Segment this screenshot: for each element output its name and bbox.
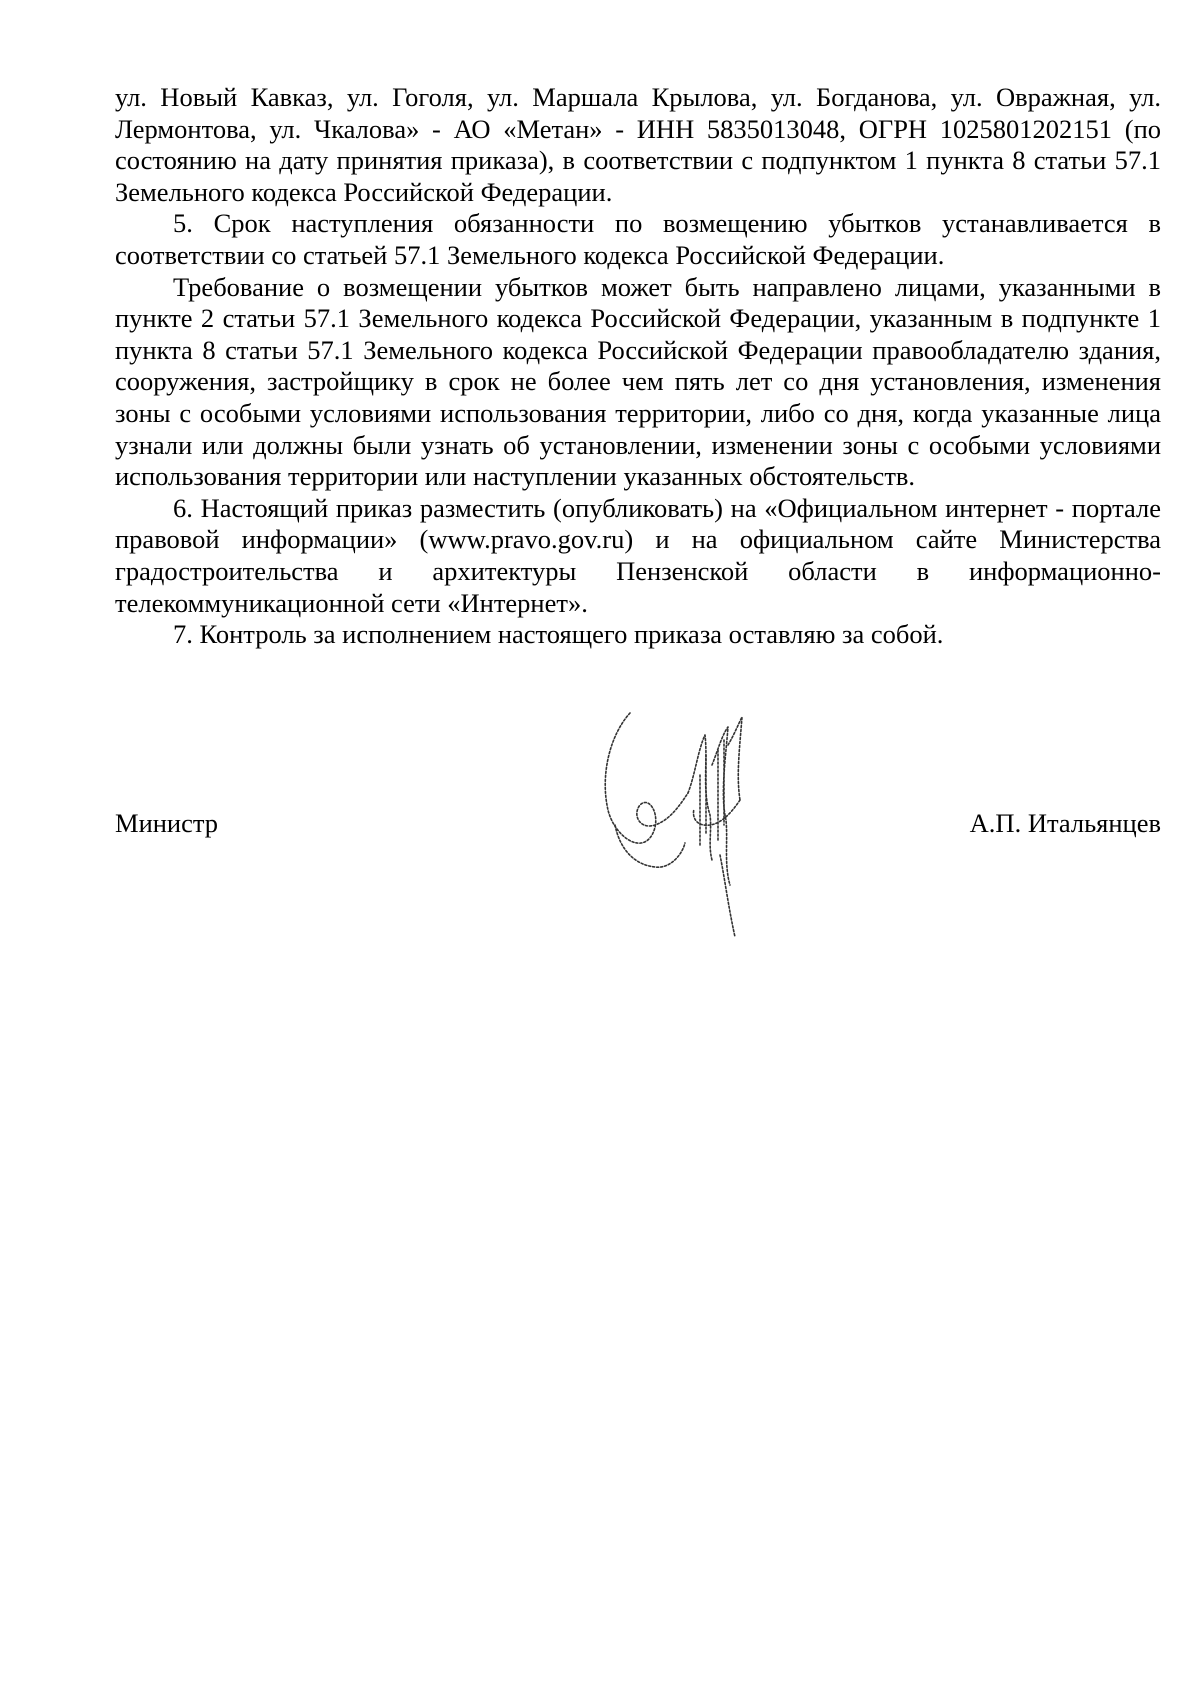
signer-position: Министр xyxy=(115,808,219,838)
paragraph-item-5: 5. Срок наступления обязанности по возмещению убытков устанавливается в соответствии со статьей 57.1 Земельного кодекса Российской Федерации. xyxy=(115,208,1161,270)
paragraph-item-7: 7. Контроль за исполнением настоящего приказа оставляю за собой. xyxy=(173,619,944,650)
paragraph-damages-requirement: Требование о возмещении убытков может быть направлено лицами, указанными в пункте 2 статьи 57.1 Земельного кодекса Российской Федерации, указанным в подпункте 1 пункта 8 статьи 57.1 Земельного кодекса Российской Федерации правообладателю здания, сооружения, застройщику в срок не более чем пять лет со дня установления, изменения зоны с особыми условиями использования территории, либо со дня, когда указанные лица узнали или должны были узнать об установлении, изменении зоны с особыми условиями использования территории или наступлении указанных обстоятельств. xyxy=(115,271,1161,492)
document-body xyxy=(115,82,1161,651)
handwritten-signature-icon xyxy=(600,705,790,945)
paragraph-item-4-continuation: ул. Новый Кавказ, ул. Гоголя, ул. Маршала Крылова, ул. Богданова, ул. Овражная, ул. Лермонтова, ул. Чкалова» - АО «Метан» - ИНН 5835013048, ОГРН 1025801202151 (по состоянию на дату принятия приказа), в соответствии с подпунктом 1 пункта 8 статьи 57.1 Земельного кодекса Российской Федерации. xyxy=(115,82,1161,207)
paragraph-item-6: 6. Настоящий приказ разместить (опубликовать) на «Официальном интернет - портале правовой информации» (www.pravo.gov.ru) и на официальном сайте Министерства градостроительства и архитектуры Пензенской области в информационно-телекоммуникационной сети «Интернет». xyxy=(115,492,1161,618)
signer-name: А.П. Итальянцев xyxy=(969,808,1161,838)
